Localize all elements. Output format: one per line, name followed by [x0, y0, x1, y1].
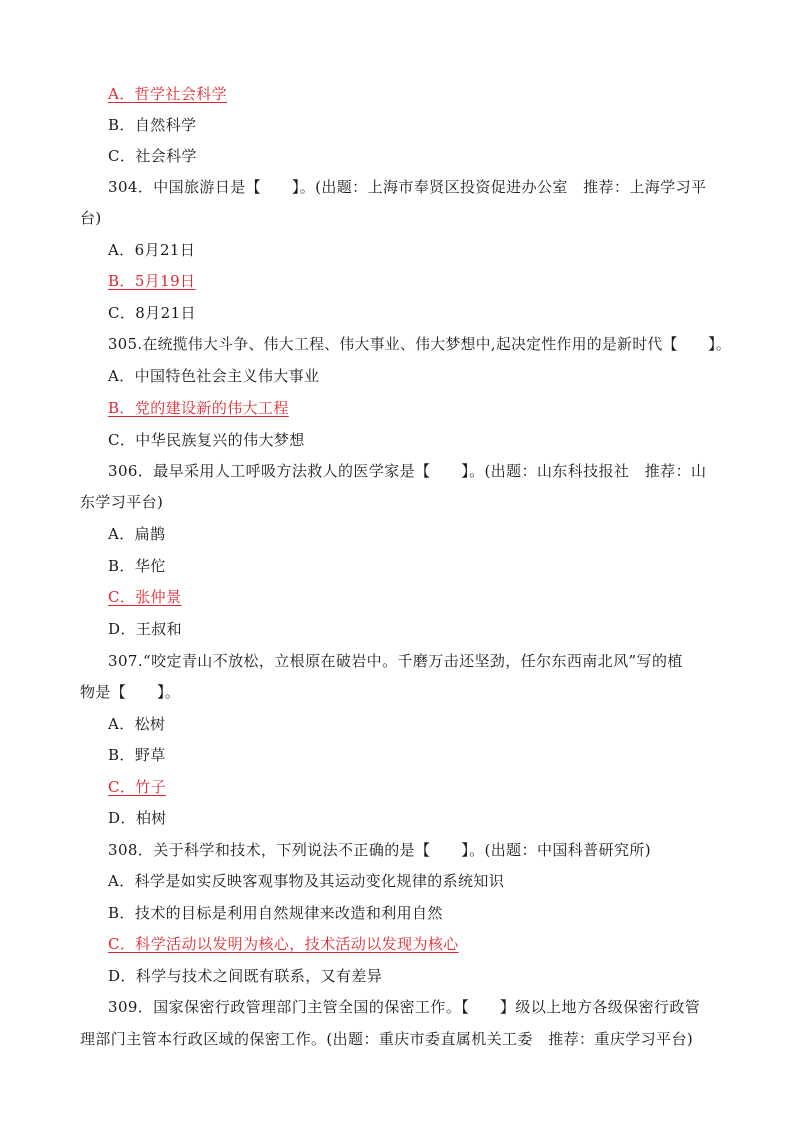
option: D．科学与技术之间既有联系，又有差异: [108, 967, 383, 985]
option: D．柏树: [108, 809, 167, 827]
option: C．中华民族复兴的伟大梦想: [108, 431, 305, 449]
question-304: 304．中国旅游日是【 】。(出题：上海市奉贤区投资促进办公室 推荐：上海学习平: [108, 178, 707, 196]
question-307: 307.“咬定青山不放松，立根原在破岩中。千磨万击还坚劲，任尔东西南北风”写的植: [108, 652, 683, 670]
option-answer: C．竹子: [108, 778, 167, 796]
option: A．松树: [108, 715, 166, 733]
question-308: 308．关于科学和技术，下列说法不正确的是【 】。(出题：中国科普研究所): [108, 841, 652, 859]
option: B．野草: [108, 746, 166, 764]
option-answer: C．科学活动以发明为核心，技术活动以发现为核心: [108, 935, 459, 953]
option: B．华佗: [108, 557, 166, 575]
option-answer: B．党的建设新的伟大工程: [108, 399, 289, 417]
option: A．6月21日: [108, 241, 196, 259]
question-306: 306．最早采用人工呼吸方法救人的医学家是【 】。(出题：山东科技报社 推荐：山: [108, 462, 707, 480]
question-309-continued: 理部门主管本行政区域的保密工作。(出题：重庆市委直属机关工委 推荐：重庆学习平台): [80, 1030, 694, 1048]
option: C．8月21日: [108, 304, 196, 322]
option: D．王叔和: [108, 620, 183, 638]
question-305: 305.在统揽伟大斗争、伟大工程、伟大事业、伟大梦想中,起决定性作用的是新时代【 】。: [108, 336, 732, 353]
option: B．技术的目标是利用自然规律来改造和利用自然: [108, 904, 443, 922]
option-answer: A．哲学社会科学: [108, 85, 228, 103]
question-307-continued: 物是【 】。: [80, 683, 181, 701]
option: A．科学是如实反映客观事物及其运动变化规律的系统知识: [108, 872, 505, 890]
option: C．社会科学: [108, 147, 197, 165]
question-306-continued: 东学习平台): [80, 493, 164, 511]
option-answer: C．张仲景: [108, 588, 182, 606]
question-309: 309．国家保密行政管理部门主管全国的保密工作。【 】级以上地方各级保密行政管: [108, 998, 701, 1016]
option: A．扁鹊: [108, 525, 166, 543]
option-answer: B．5月19日: [108, 272, 196, 290]
question-304-continued: 台): [80, 209, 102, 227]
option: A．中国特色社会主义伟大事业: [108, 367, 320, 385]
option: B．自然科学: [108, 116, 197, 134]
